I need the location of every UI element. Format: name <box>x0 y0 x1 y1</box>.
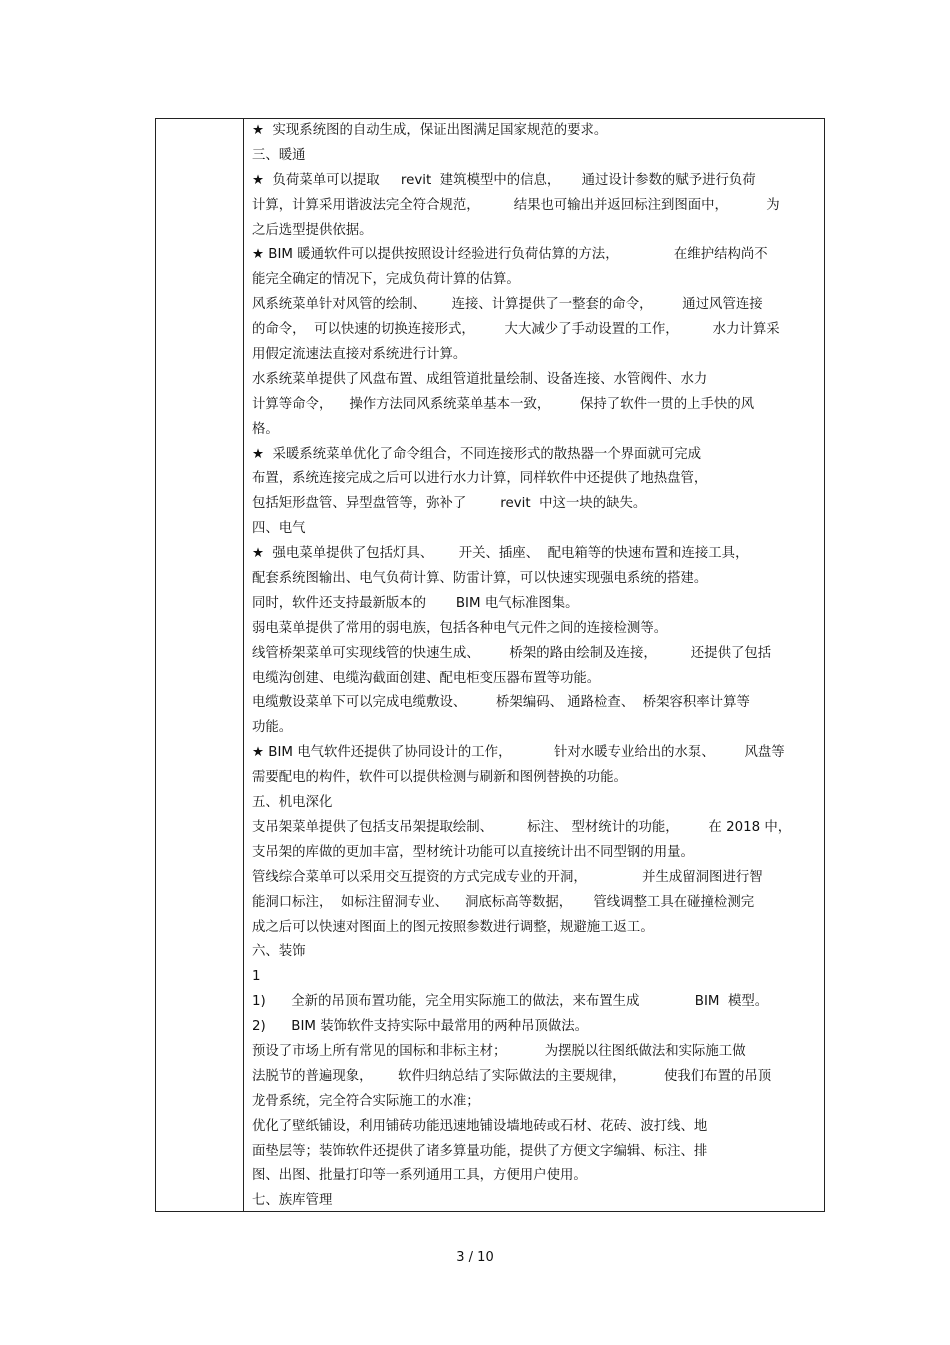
text-line: 电缆敷设菜单下可以完成电缆敷设、 桥架编码、 通路检查、 桥架容积率计算等 <box>252 695 750 711</box>
text-line: 1 <box>252 969 261 985</box>
text-line: 功能。 <box>252 720 293 736</box>
text-line: 电缆沟创建、电缆沟截面创建、配电柜变压器布置等功能。 <box>252 670 601 686</box>
text-line: 管线综合菜单可以采用交互提资的方式完成专业的开洞， 并生成留洞图进行智 <box>252 869 763 885</box>
text-line: 支吊架菜单提供了包括支吊架提取绘制、 标注、 型材统计的功能， 在 2018 中， <box>252 819 792 835</box>
text-line: 水系统菜单提供了风盘布置、成组管道批量绘制、设备连接、水管阀件、水力 <box>252 371 708 387</box>
text-line: ★ 强电菜单提供了包括灯具、 开关、插座、 配电箱等的快速布置和连接工具， <box>252 546 749 562</box>
text-line: 之后选型提供依据。 <box>252 222 373 238</box>
column-divider <box>243 119 244 1211</box>
text-line: 配套系统图输出、电气负荷计算、防雷计算，可以快速实现强电系统的搭建。 <box>252 571 708 587</box>
text-line: 能洞口标注， 如标注留洞专业、 洞底标高等数据， 管线调整工具在碰撞检测完 <box>252 894 755 910</box>
text-line: 包括矩形盘管、异型盘管等，弥补了 revit 中这一块的缺失。 <box>252 496 647 512</box>
text-line: 格。 <box>252 421 279 437</box>
text-line: 布置，系统连接完成之后可以进行水力计算，同样软件中还提供了地热盘管， <box>252 471 708 487</box>
text-line: ★ 采暖系统菜单优化了命令组合，不同连接形式的散热器一个界面就可完成 <box>252 446 702 462</box>
text-line: 计算等命令， 操作方法同风系统菜单基本一致， 保持了软件一贯的上手快的风 <box>252 396 755 412</box>
text-line: 线管桥架菜单可实现线管的快速生成、 桥架的路由绘制及连接， 还提供了包括 <box>252 645 772 661</box>
text-line: 七、族库管理 <box>252 1193 333 1209</box>
text-line: 优化了壁纸铺设，利用铺砖功能迅速地铺设墙地砖或石材、花砖、波打线、地 <box>252 1118 708 1134</box>
content-table <box>155 118 825 1212</box>
text-line: 能完全确定的情况下，完成负荷计算的估算。 <box>252 272 520 288</box>
text-line: 同时，软件还支持最新版本的 BIM 电气标准图集。 <box>252 595 579 611</box>
text-line: 的命令， 可以快速的切换连接形式， 大大减少了手动设置的工作， 水力计算采 <box>252 322 780 338</box>
table-content-cell <box>252 119 818 1214</box>
text-line: 法脱节的普遍现象， 软件归纳总结了实际做法的主要规律， 使我们布置的吊顶 <box>252 1068 772 1084</box>
text-line: 三、暖通 <box>252 147 306 163</box>
text-line: ★ 负荷菜单可以提取 revit 建筑模型中的信息， 通过设计参数的赋予进行负荷 <box>252 172 756 188</box>
text-line: ★ BIM 电气软件还提供了协同设计的工作， 针对水暖专业给出的水泵、 风盘等 <box>252 745 785 761</box>
text-line: ★ 实现系统图的自动生成，保证出图满足国家规范的要求。 <box>252 123 608 138</box>
text-line: 面垫层等；装饰软件还提供了诸多算量功能，提供了方便文字编辑、标注、排 <box>252 1143 708 1159</box>
text-line: 1) 全新的吊顶布置功能，完全用实际施工的做法，来布置生成 BIM 模型。 <box>252 994 769 1010</box>
text-line: 图、出图、批量打印等一系列通用工具，方便用户使用。 <box>252 1168 587 1184</box>
text-line: 成之后可以快速对图面上的图元按照参数进行调整，规避施工返工。 <box>252 919 654 935</box>
text-line: 支吊架的库做的更加丰富，型材统计功能可以直接统计出不同型钢的用量。 <box>252 844 694 860</box>
text-line: 六、装饰 <box>252 944 306 960</box>
text-line: 预设了市场上所有常见的国标和非标主材； 为摆脱以往图纸做法和实际施工做 <box>252 1043 746 1059</box>
text-line: 计算，计算采用谐波法完全符合规范， 结果也可输出并返回标注到图面中， 为 <box>252 197 780 213</box>
text-line: ★ BIM 暖通软件可以提供按照设计经验进行负荷估算的方法， 在维护结构尚不 <box>252 247 768 263</box>
text-line: 用假定流速法直接对系统进行计算。 <box>252 347 467 363</box>
table-left-cell <box>156 119 243 1211</box>
text-line: 五、机电深化 <box>252 795 333 811</box>
page-number: 3 / 10 <box>456 1250 494 1265</box>
text-line: 四、电气 <box>252 521 306 537</box>
text-line: 风系统菜单针对风管的绘制、 连接、计算提供了一整套的命令， 通过风管连接 <box>252 297 763 313</box>
text-line: 2) BIM 装饰软件支持实际中最常用的两种吊顶做法。 <box>252 1019 589 1035</box>
text-line: 龙骨系统，完全符合实际施工的水准； <box>252 1093 480 1109</box>
text-line: 弱电菜单提供了常用的弱电族，包括各种电气元件之间的连接检测等。 <box>252 620 668 636</box>
text-line: 需要配电的构件，软件可以提供检测与刷新和图例替换的功能。 <box>252 770 627 786</box>
